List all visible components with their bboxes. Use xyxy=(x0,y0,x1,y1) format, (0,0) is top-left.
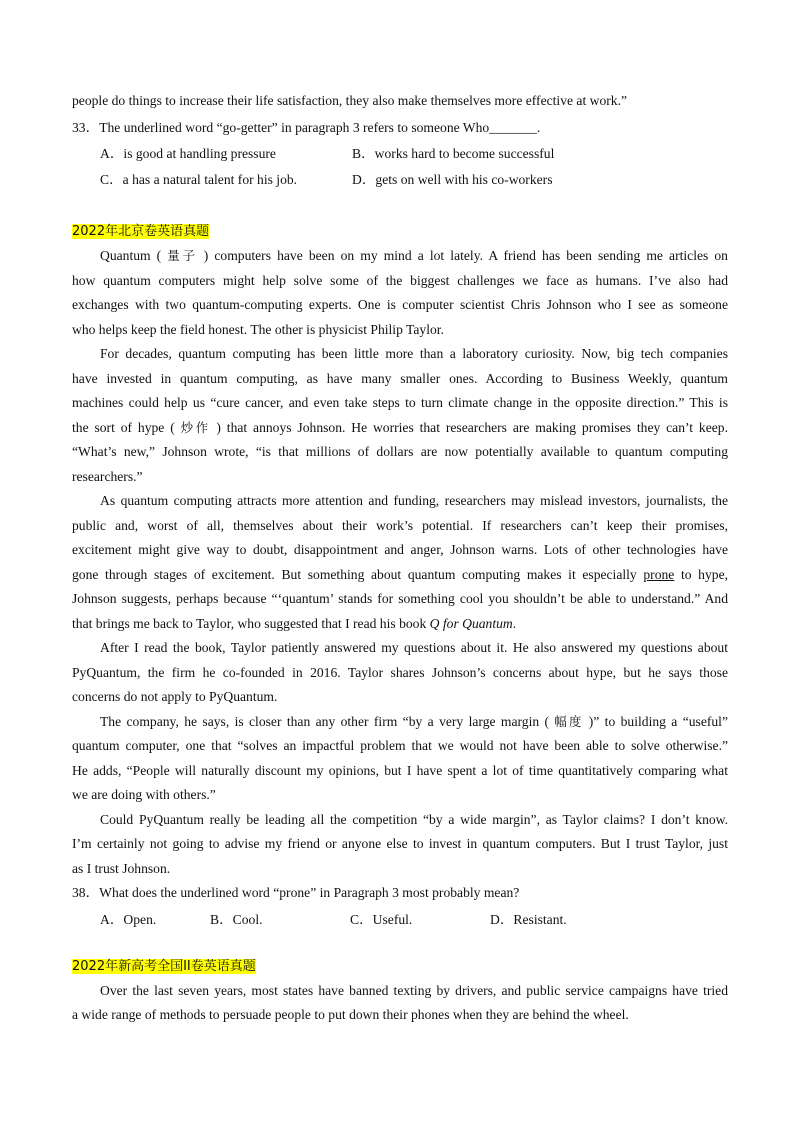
underlined-word: prone xyxy=(643,567,675,582)
option-text: Open. xyxy=(123,912,157,927)
option-text: gets on well with his co-workers xyxy=(375,172,553,187)
heading-text: 2022年北京卷英语真题 xyxy=(72,224,210,239)
p6-line-1: Could PyQuantum really be leading all the competition “by a wide margin”, as Taylor claims? I don’t know. xyxy=(100,812,728,827)
p6-line-2: I’m certainly not going to advise my friend or anyone else to invest in quantum computers. But I trust Taylor, just xyxy=(72,836,728,851)
option-c xyxy=(350,911,412,929)
option-a xyxy=(100,145,276,163)
p5-line-3: He adds, “People will naturally discount my opinions, but I have spent a lot of time quantitatively comparing what xyxy=(72,763,728,778)
p3-line-6 xyxy=(72,615,516,633)
question-38: 38．What does the underlined word “prone” in Paragraph 3 most probably mean? xyxy=(72,885,520,900)
p1-line-1 xyxy=(72,247,728,265)
p2-line-3: machines could help us “cure cancer, and even take steps to turn climate change in the opposite direction.” This is xyxy=(72,395,728,410)
p3-line-1: As quantum computing attracts more attention and funding, researchers may mislead investors, journalists, the xyxy=(100,493,728,508)
p4-line-1: After I read the book, Taylor patiently answered my questions about it. He also answered my questions about xyxy=(100,640,728,655)
option-text: Useful. xyxy=(372,912,413,927)
option-a xyxy=(100,911,156,929)
option-text: is good at handling pressure xyxy=(123,146,276,161)
option-label: D． xyxy=(490,912,514,927)
p2-line-2: have invested in quantum computing, as have many smaller ones. According to Business Weekly, quantum xyxy=(72,371,728,386)
heading-text: 2022年新高考全国II卷英语真题 xyxy=(72,959,256,974)
answer-blank: _______. xyxy=(489,120,541,135)
option-label: B． xyxy=(352,146,375,161)
p5-line-1 xyxy=(72,713,728,731)
p5-line-2: quantum computer, one that “solves an impactful problem that we would not have been able to solve otherwise.” xyxy=(72,738,728,753)
p3-line-4 xyxy=(72,566,728,584)
question-33 xyxy=(72,119,540,137)
option-b xyxy=(352,145,554,163)
p6-line-3: as I trust Johnson. xyxy=(72,861,171,876)
chinese-gloss: 幅度 xyxy=(554,714,584,729)
p4-line-3: concerns do not apply to PyQuantum. xyxy=(72,689,278,704)
p2-line-5: “What’s new,” Johnson wrote, “is that millions of dollars are now potentially available to quantum computing xyxy=(72,444,728,459)
chinese-gloss: 炒作 xyxy=(180,420,211,435)
option-text: Resistant. xyxy=(513,912,567,927)
text: ) computers have been on my mind a lot lately. A friend has been sending me articles on xyxy=(203,248,728,263)
text: . xyxy=(512,616,517,631)
text: Quantum ( xyxy=(100,248,162,263)
p1-line-4: who helps keep the field honest. The other is physicist Philip Taylor. xyxy=(72,322,444,337)
option-label: C． xyxy=(350,912,373,927)
option-label: A． xyxy=(100,912,124,927)
section-heading-beijing xyxy=(72,222,209,241)
option-label: A． xyxy=(100,146,124,161)
text: ) that annoys Johnson. He worries that researchers are making promises they can’t keep. xyxy=(216,420,728,435)
p1-line-3: exchanges with two quantum-computing experts. One is computer scientist Chris Johnson who I see as someone xyxy=(72,297,728,312)
option-text: a has a natural talent for his job. xyxy=(122,172,298,187)
text: the sort of hype ( xyxy=(72,420,175,435)
p2-line-6: researchers.” xyxy=(72,469,143,484)
text: that brings me back to Taylor, who suggested that I read his book xyxy=(72,616,427,631)
text: )” to building a “useful” xyxy=(588,714,728,729)
p4-line-2: PyQuantum, the firm he co-founded in 2016. Taylor shares Johnson’s concerns about hype, but he says those xyxy=(72,665,728,680)
option-b xyxy=(210,911,263,929)
chinese-gloss: 量子 xyxy=(167,248,198,263)
text: gone through stages of excitement. But something about quantum computing makes it especially xyxy=(72,567,637,582)
p3-line-2: public and, worst of all, themselves about their work’s potential. If researchers can’t keep their promises, xyxy=(72,518,728,533)
text: The company, he says, is closer than any other firm “by a very large margin ( xyxy=(100,714,550,729)
option-text: Cool. xyxy=(232,912,263,927)
option-d xyxy=(352,171,553,189)
option-label: D． xyxy=(352,172,376,187)
option-label: C． xyxy=(100,172,123,187)
option-label: B． xyxy=(210,912,233,927)
section-heading-national-ii xyxy=(72,957,256,976)
option-c xyxy=(100,171,297,189)
p3-line-5: Johnson suggests, perhaps because “‘quantum’ stands for something cool you shouldn’t be able to understand.” And xyxy=(72,591,728,606)
book-title: Q for Quantum xyxy=(429,616,513,631)
p5-line-4: we are doing with others.” xyxy=(72,787,216,802)
p2-line-4 xyxy=(72,419,728,437)
option-text: works hard to become successful xyxy=(374,146,555,161)
carry-over-line: people do things to increase their life satisfaction, they also make themselves more effective at work.” xyxy=(72,93,628,108)
question-number: 33． xyxy=(72,120,100,135)
p2-line-1: For decades, quantum computing has been little more than a laboratory curiosity. Now, big tech companies xyxy=(100,346,728,361)
text: to hype, xyxy=(680,567,728,582)
next-line-1: Over the last seven years, most states have banned texting by drivers, and public service campaigns have tried xyxy=(100,983,728,998)
option-d xyxy=(490,911,567,929)
question-text: The underlined word “go-getter” in paragraph 3 refers to someone Who xyxy=(99,120,490,135)
p1-line-2: how quantum computers might help solve some of the biggest challenges we face as humans. I’ve also had xyxy=(72,273,728,288)
p3-line-3: excitement might give way to doubt, disappointment and anger, Johnson warns. Lots of other technologies have xyxy=(72,542,728,557)
next-line-2: a wide range of methods to persuade people to put down their phones when they are behind the wheel. xyxy=(72,1007,629,1022)
